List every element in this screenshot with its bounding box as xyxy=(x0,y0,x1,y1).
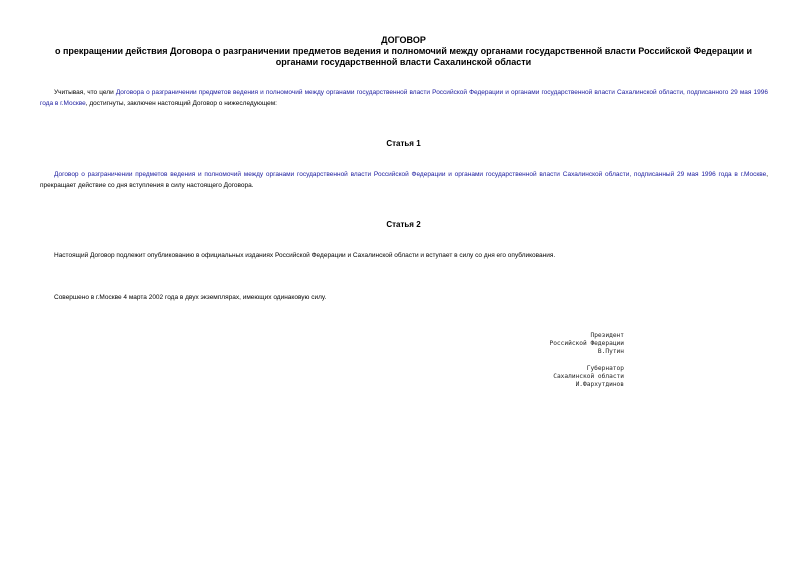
signature-role: Губернатор xyxy=(586,364,624,372)
signature-president xyxy=(480,332,624,357)
closing-paragraph: Совершено в г.Москве 4 марта 2002 года в двух экземплярах, имеющих одинаковую силу. xyxy=(54,294,327,301)
document-title: ДОГОВОР xyxy=(381,35,426,45)
treaty-1996-article-link[interactable]: Договор о разграничении предметов ведения и полномочий между органами государственной власти Российской Федерации и органами государственной власти Сахалинской области, подписанный 29 мая 1996 года в г.Москве xyxy=(54,171,767,178)
article-1-suffix: , прекращает действие со дня вступления в силу настоящего Договора. xyxy=(40,171,768,189)
signatures-block xyxy=(480,332,624,397)
article-1-heading: Статья 1 xyxy=(386,139,421,148)
treaty-1996-link[interactable]: Договора о разграничении предметов ведения и полномочий между органами государственной власти Российской Федерации и органами государственной власти Сахалинской области, подписанного 29 мая 1996 года в г.Москве xyxy=(40,89,768,107)
article-1-paragraph xyxy=(40,169,768,191)
signature-governor xyxy=(480,365,624,390)
signature-org: Сахалинской области xyxy=(553,372,624,380)
preamble-suffix: , достигнуты, заключен настоящий Договор о нижеследующем: xyxy=(85,100,277,107)
preamble-paragraph xyxy=(40,87,768,109)
preamble-prefix: Учитывая, что цели xyxy=(54,89,116,96)
article-2-paragraph: Настоящий Договор подлежит опубликованию в официальных изданиях Российской Федерации и Сахалинской области и вступает в силу со дня его опубликования. xyxy=(54,252,556,259)
document-subtitle: о прекращении действия Договора о разграничении предметов ведения и полномочий между органами государственной власти Российской Федерации и органами государственной власти Сахалинской области xyxy=(54,46,753,67)
signature-name: И.Фархутдинов xyxy=(575,381,624,389)
signature-name: В.Путин xyxy=(597,348,624,356)
article-2-heading: Статья 2 xyxy=(386,220,421,229)
signature-org: Российской Федерации xyxy=(549,340,624,348)
signature-role: Президент xyxy=(590,332,624,339)
